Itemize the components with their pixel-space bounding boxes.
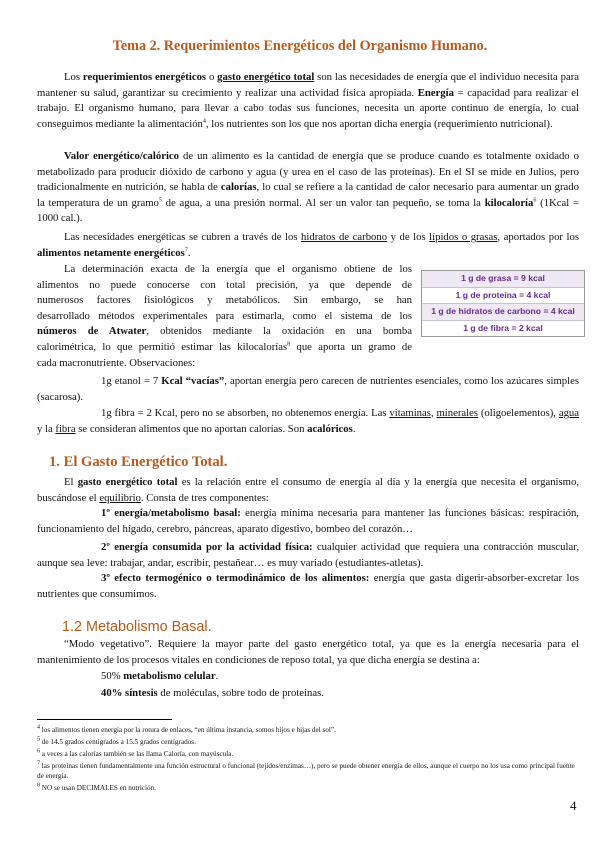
component-thermogenic: 3º efecto termogénico o termodinámico de los alimentos: energía que gasta digerir-absorber-excretar los nutrientes que consumimos. [37, 572, 579, 600]
page-title: Tema 2. Requerimientos Energéticos del Organismo Humano. [112, 38, 488, 54]
page-number: 4 [570, 798, 577, 813]
footnote: $^4$ los alimentos tienen energía por la rotura de enlaces, “en última instancia, somos hijos e hijas del sol”. [37, 724, 336, 734]
list-item: 50% metabolismo celular. [101, 670, 219, 682]
footnote: $^7$ las proteínas tienen fundamentalmente una función estructural o funcional (tejidos/enzimas…), pero se puede obtener energía de ellos, aunque el cuerpo no los usa como principal fuente de energía. [37, 760, 575, 780]
intro-paragraph-4: La determinación exacta de la energía que el organismo obtiene de los alimentos no puede conocerse con total precisión, ya que depende de numerosos factores fisiológicos y metabólicos. Sin embargo, se han desarrollado métodos experimentales para estimarla, como el sistema de los números de Atwater, obtenidos mediante la oxidación en una bomba calorimétrica, lo que permitió estimar las kilocalorías$^8$ que aporta un gramo de cada macronutriente. Observaciones: [37, 263, 413, 369]
section1-paragraph: El gasto energético total es la relación entre el consumo de energía al día y la energía que necesita el organismo, buscándose el equilibrio. Consta de tres componentes: [37, 476, 580, 504]
footnote: $^6$ a veces a las calorías también se las llama Caloría, con mayúscula. [37, 748, 234, 758]
footnote: $^5$ de 14.5 grados centígrados a 15.5 grados centígrados. [37, 736, 196, 746]
component-physical-activity: 2º energía consumida por la actividad física: cualquier actividad que requiera una contracción muscular, aunque sea leve: trabajar, andar, escribir, pestañear… es muy variado (estudiantes-atletas). [37, 541, 579, 569]
observation-fiber: 1g fibra = 2 Kcal, pero no se absorben, no obtenemos energía. Las vitaminas, minerales (oligoelementos), agua y la fibra se consideran alimentos que no aportan calorías. Son acalóricos. [37, 407, 580, 435]
section-heading-gasto-energetico: 1. El Gasto Energético Total. [49, 454, 228, 470]
table-row: 1 g de fibra = 2 kcal [463, 322, 543, 333]
table-row: 1 g de hidratos de carbono = 4 kcal [422, 304, 584, 321]
atwater-table [421, 270, 585, 337]
intro-paragraph-3: Las necesidades energéticas se cubren a través de los hidratos de carbono y de los lípidos o grasas, aportados por los alimentos netamente energéticos$^7$. [37, 231, 579, 259]
footnote: $^8$ NO se usan DECIMALES en nutrición. [37, 782, 156, 792]
intro-paragraph-1: Los requerimientos energéticos o gasto energético total son las necesidades de energía que el individuo necesita para mantener su salud, garantizar su crecimiento y realizar una actividad física apropiada. Energía = capacidad para realizar el trabajo. El organismo humano, para llevar a cabo todas sus funciones, necesita un aporte continuo de energía, lo cual conseguimos mediante la alimentación$^4$, los nutrientes son los que nos aportan dicha energía (requerimiento nutricional). [37, 71, 580, 130]
footnote-divider [37, 719, 172, 720]
table-row: 1 g de grasa = 9 kcal [422, 271, 584, 288]
component-basal: 1º energía/metabolismo basal: energía mínima necesaria para mantener las funciones básicas: respiración, funcionamiento del hígado, cerebro, páncreas, aparato digestivo, bombeo del corazón… [37, 507, 579, 535]
section-heading-metabolismo-basal: 1.2 Metabolismo Basal. [62, 619, 212, 635]
intro-paragraph-2: Valor energético/calórico de un alimento es la cantidad de energía que se produce cuando es totalmente oxidado o metabolizado para producir dióxido de carbono y agua (y urea en el caso de las proteínas). En el SI se mide en Julios, pero tradicionalmente en nutrición, se habla de calorías, lo cual se refiere a la cantidad de calor necesario para aumentar un grado la temperatura de un gramo$^5$ de agua, a una presión normal. Al ser un valor tan pequeño, se toma la kilocaloría$^6$ (1Kcal = 1000 cal.). [37, 150, 579, 225]
section2-paragraph: “Modo vegetativo”. Requiere la mayor parte del gasto energético total, ya que es la energía necesaria para el mantenimiento de los procesos vitales en condiciones de reposo total, ya que dicha energía se destina a: [37, 638, 579, 666]
observation-ethanol: 1g etanol = 7 Kcal “vacías”, aportan energía pero carecen de nutrientes esenciales, como los azúcares simples (sacarosa). [37, 375, 579, 403]
table-row: 1 g de proteína = 4 kcal [422, 288, 584, 305]
list-item: 40% síntesis de moléculas, sobre todo de proteínas. [101, 687, 324, 699]
